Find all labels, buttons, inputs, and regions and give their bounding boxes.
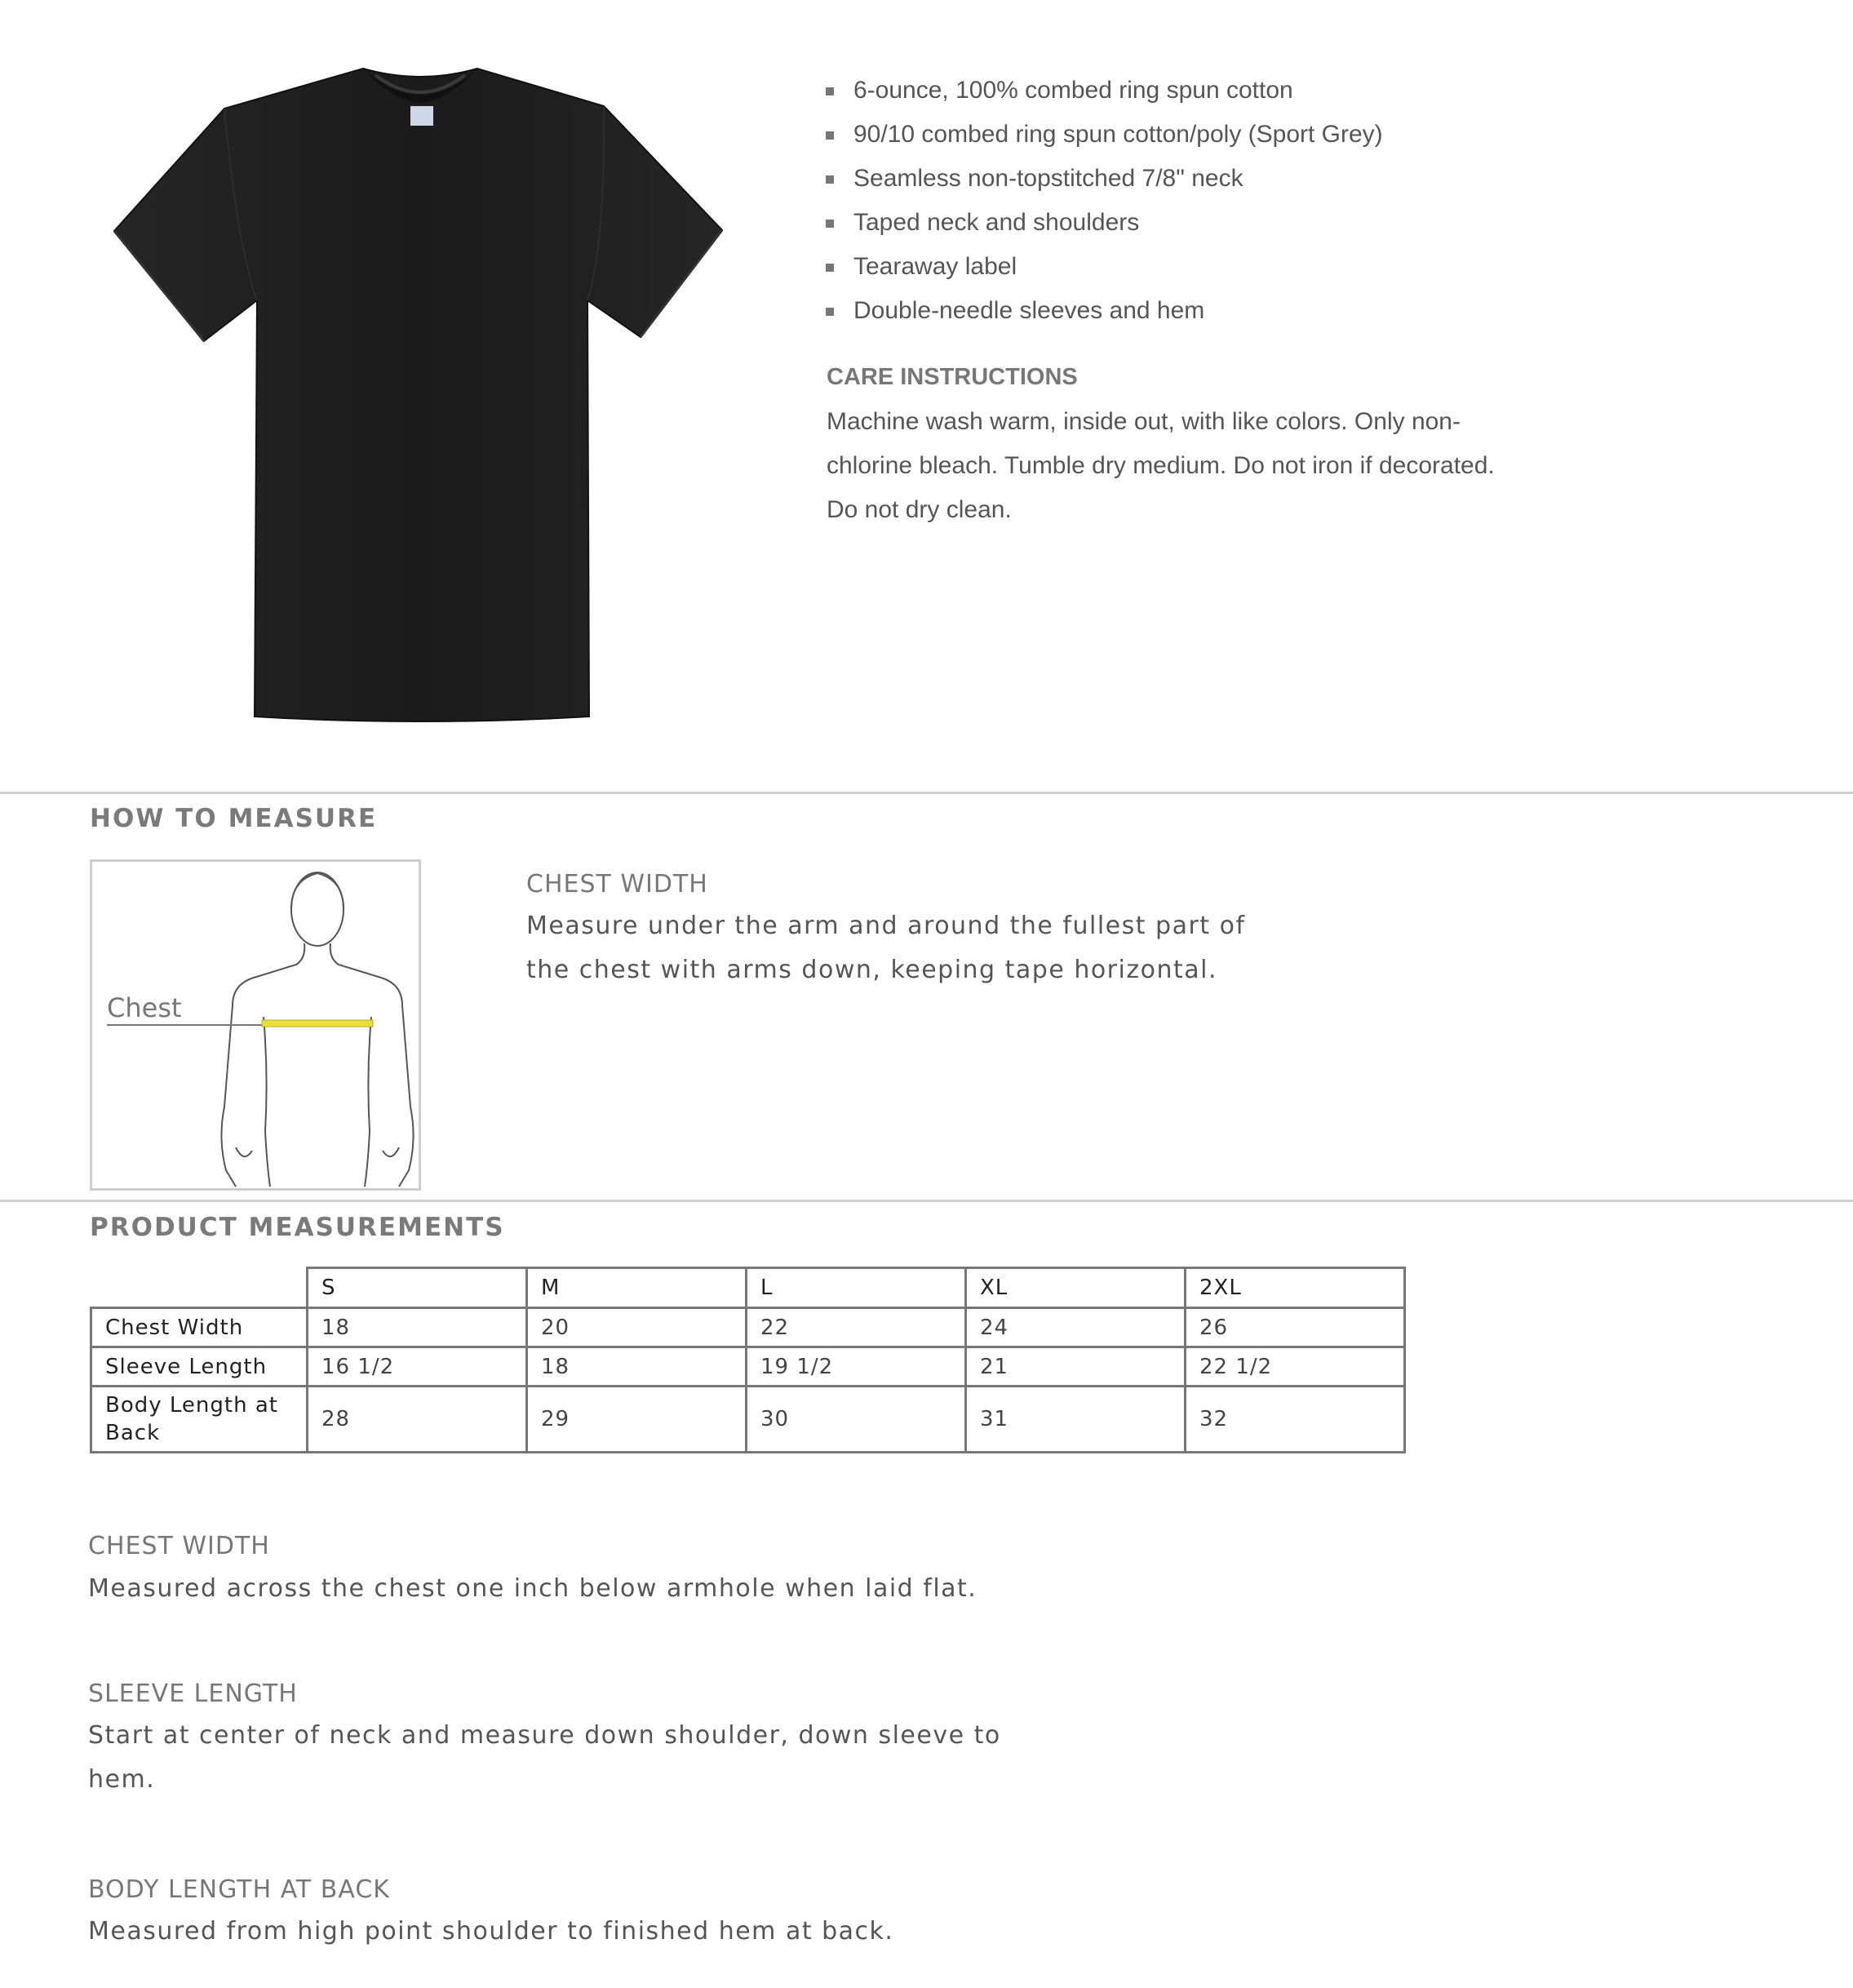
- feature-item: [824, 113, 1383, 157]
- square-bullet-icon: [826, 264, 834, 272]
- feature-item: [824, 157, 1383, 201]
- size-header-m: M: [527, 1268, 747, 1308]
- row-label-chest-width: Chest Width: [91, 1308, 308, 1347]
- feature-text: 90/10 combed ring spun cotton/poly (Sport Grey): [853, 121, 1383, 148]
- size-header-s: S: [308, 1268, 527, 1308]
- square-bullet-icon: [826, 308, 834, 316]
- table-cell: 16 1/2: [308, 1347, 527, 1387]
- table-cell: 19 1/2: [747, 1347, 966, 1387]
- table-row: [91, 1347, 1405, 1387]
- table-cell: 18: [308, 1308, 527, 1347]
- how-to-measure-title: HOW TO MEASURE: [90, 804, 378, 833]
- tshirt-product-image: [106, 64, 743, 733]
- feature-text: Seamless non-topstitched 7/8" neck: [853, 165, 1243, 192]
- table-cell: 31: [966, 1387, 1186, 1453]
- feature-item: [824, 289, 1383, 333]
- table-cell: 20: [527, 1308, 747, 1347]
- product-measurements-title: PRODUCT MEASUREMENTS: [90, 1213, 505, 1242]
- row-label-sleeve-length: Sleeve Length: [91, 1347, 308, 1387]
- table-cell: 18: [527, 1347, 747, 1387]
- table-cell: 32: [1186, 1387, 1405, 1453]
- sleeve-length-description: Start at center of neck and measure down shoulder, down sleeve to hem.: [88, 1721, 1001, 1794]
- body-outline-icon: [92, 862, 419, 1188]
- square-bullet-icon: [826, 131, 834, 140]
- square-bullet-icon: [826, 87, 834, 95]
- feature-item: [824, 69, 1383, 113]
- table-header-row: [91, 1268, 1405, 1308]
- row-label-body-length: Body Length at Back: [91, 1387, 308, 1453]
- measure-chest-width-term: CHEST WIDTH: [526, 870, 708, 899]
- measure-chest-width-description: Measure under the arm and around the fullest part of the chest with arms down, keeping tape horizontal.: [526, 912, 1246, 984]
- table-cell: 26: [1186, 1308, 1405, 1347]
- table-corner-cell: [91, 1268, 308, 1308]
- feature-text: Double-needle sleeves and hem: [853, 297, 1205, 324]
- feature-item: [824, 201, 1383, 245]
- size-header-xl: XL: [966, 1268, 1186, 1308]
- feature-text: Taped neck and shoulders: [853, 209, 1140, 236]
- body-length-description: Measured from high point shoulder to finished hem at back.: [88, 1917, 894, 1946]
- table-row: [91, 1387, 1405, 1453]
- diagram-chest-label: Chest: [107, 992, 182, 1023]
- measuring-tape-icon: [262, 1020, 373, 1027]
- table-cell: 22 1/2: [1186, 1347, 1405, 1387]
- size-chart-table: [90, 1267, 1406, 1453]
- section-divider: [0, 1200, 1853, 1202]
- body-length-term: BODY LENGTH AT BACK: [88, 1875, 390, 1904]
- table-cell: 22: [747, 1308, 966, 1347]
- table-cell: 21: [966, 1347, 1186, 1387]
- chest-width-term: CHEST WIDTH: [88, 1532, 270, 1560]
- table-cell: 29: [527, 1387, 747, 1453]
- chest-width-description: Measured across the chest one inch below armhole when laid flat.: [88, 1574, 977, 1603]
- section-divider: [0, 792, 1853, 794]
- size-header-2xl: 2XL: [1186, 1268, 1405, 1308]
- care-instructions-title: CARE INSTRUCTIONS: [827, 364, 1078, 390]
- neck-label-icon: [410, 106, 433, 126]
- table-row: [91, 1308, 1405, 1347]
- table-cell: 30: [747, 1387, 966, 1453]
- care-instructions-text: Machine wash warm, inside out, with like colors. Only non-chlorine bleach. Tumble dry medium. Do not iron if decorated. Do not dry clean.: [827, 408, 1495, 523]
- feature-text: Tearaway label: [853, 253, 1017, 280]
- feature-text: 6-ounce, 100% combed ring spun cotton: [853, 77, 1293, 104]
- chest-measure-diagram: [90, 859, 421, 1191]
- square-bullet-icon: [826, 220, 834, 228]
- square-bullet-icon: [826, 175, 834, 184]
- sleeve-length-term: SLEEVE LENGTH: [88, 1680, 298, 1708]
- size-header-l: L: [747, 1268, 966, 1308]
- table-cell: 24: [966, 1308, 1186, 1347]
- feature-item: [824, 245, 1383, 289]
- feature-list: [824, 69, 1383, 333]
- table-cell: 28: [308, 1387, 527, 1453]
